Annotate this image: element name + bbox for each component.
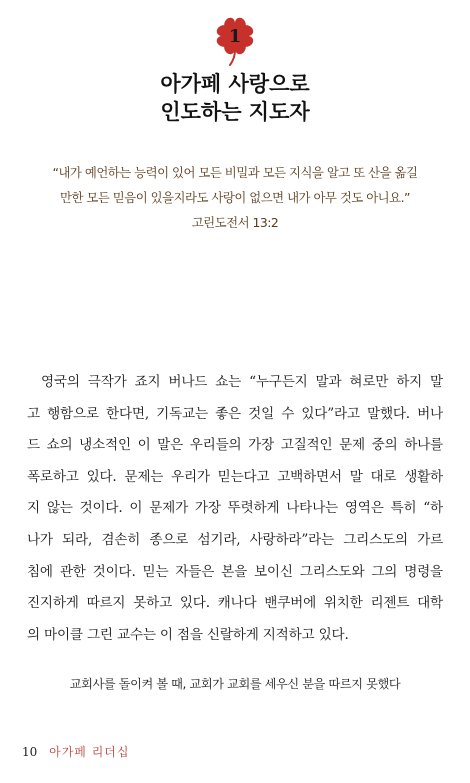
body-line: 의 마이클 그린 교수는 이 점을 신랄하게 지적하고 있다. [27,626,349,643]
body-line: 드 쇼의 냉소적인 이 말은 우리들의 가장 고질적인 문제 중의 하나를 [27,437,443,454]
section-subheading: 교회사를 돌이켜 볼 때, 교회가 교회를 세우신 분을 따르지 못했다 [69,677,401,691]
body-line: 진지하게 따르지 못하고 있다. 캐나다 밴쿠버에 위치한 리젠트 대학 [27,595,443,612]
body-line: 나가 되라, 겸손히 종으로 섬기라, 사랑하라”라는 그리스도의 가르 [27,531,443,548]
chapter-ornament [211,14,259,66]
epigraph-reference: 고린도전서 13:2 [191,215,279,230]
body-line: 침에 관한 것이다. 믿는 자들은 본을 보이신 그리스도와 그의 명령을 [27,563,443,580]
chapter-title [0,70,470,126]
running-title: 아가페 리더십 [49,745,130,759]
epigraph [34,160,436,235]
body-line: 지 않는 것이다. 이 문제가 가장 뚜렷하게 나타나는 영역은 특히 “하 [27,500,443,517]
chapter-title-line-2: 인도하는 지도자 [160,100,310,124]
page-number: 10 [22,745,38,759]
body-line: 영국의 극작가 죠지 버나드 쇼는 “누구든지 말과 혀로만 하지 말 [41,374,443,390]
body-line: 고 행함으로 한다면, 기독교는 좋은 것일 수 있다”라고 말했다. 버나 [27,405,443,422]
epigraph-line-1: “내가 예언하는 능력이 있어 모든 비밀과 모든 지식을 알고 또 산을 옮길 [52,165,418,180]
body-line: 폭로하고 있다. 문제는 우리가 믿는다고 고백하면서 말 대로 생활하 [27,468,443,485]
epigraph-line-2: 만한 모든 믿음이 있을지라도 사랑이 없으면 내가 아무 것도 아니요.” [60,190,410,205]
body-paragraph [27,367,443,651]
chapter-number: 1 [228,26,242,47]
chapter-title-line-1: 아가페 사랑으로 [160,72,310,96]
page-footer [22,743,129,760]
